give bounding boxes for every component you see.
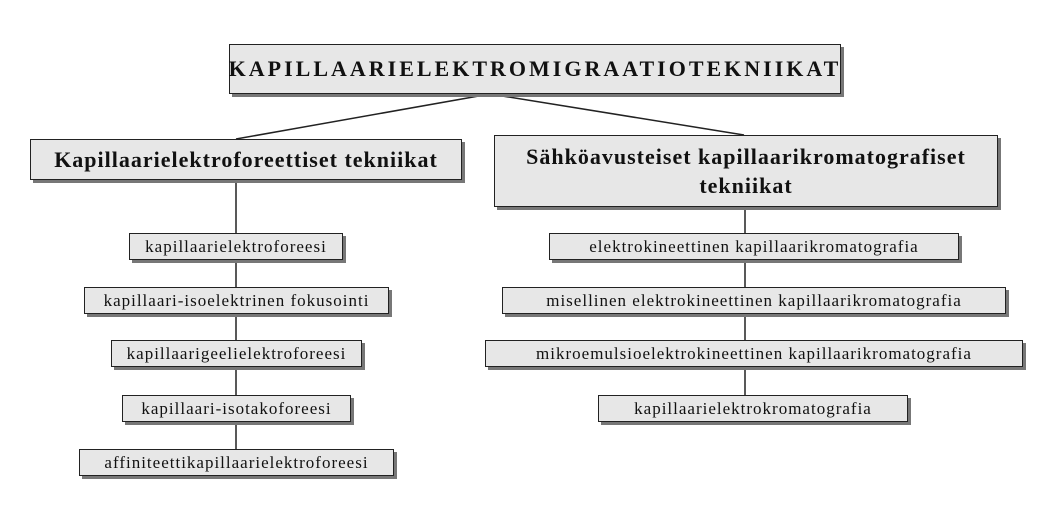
technique-box — [79, 449, 394, 476]
technique-label: mikroemulsioelektrokineettinen kapillaarikromatografia — [536, 343, 972, 363]
category-label-electrophoretic: Kapillaarielektroforeettiset tekniikat — [54, 146, 438, 172]
technique-box — [598, 395, 908, 422]
connector-root-right — [490, 94, 744, 135]
connector-root-left — [236, 94, 490, 139]
technique-label: kapillaarielektrokromatografia — [634, 398, 872, 418]
category-label-chromatographic: Sähköavusteiset kapillaarikromatografiset tekniikat — [526, 144, 966, 198]
technique-label: elektrokineettinen kapillaarikromatografia — [589, 236, 919, 256]
technique-box — [122, 395, 351, 422]
technique-box — [485, 340, 1023, 367]
technique-label: misellinen elektrokineettinen kapillaarikromatografia — [546, 290, 962, 310]
category-box-electrophoretic — [30, 139, 462, 180]
technique-label: affiniteettikapillaarielektroforeesi — [104, 452, 369, 472]
technique-label: kapillaari-isotakoforeesi — [141, 398, 332, 418]
technique-box — [502, 287, 1006, 314]
category-box-chromatographic — [494, 135, 998, 207]
technique-box — [111, 340, 362, 367]
technique-box — [549, 233, 959, 260]
technique-label: kapillaarigeelielektroforeesi — [126, 343, 347, 363]
root-title-box — [229, 44, 841, 94]
technique-box — [84, 287, 389, 314]
technique-box — [129, 233, 343, 260]
root-title: KAPILLAARIELEKTROMIGRAATIOTEKNIIKAT — [228, 56, 842, 81]
technique-label: kapillaarielektroforeesi — [145, 236, 327, 256]
technique-label: kapillaari-isoelektrinen fokusointi — [103, 290, 370, 310]
